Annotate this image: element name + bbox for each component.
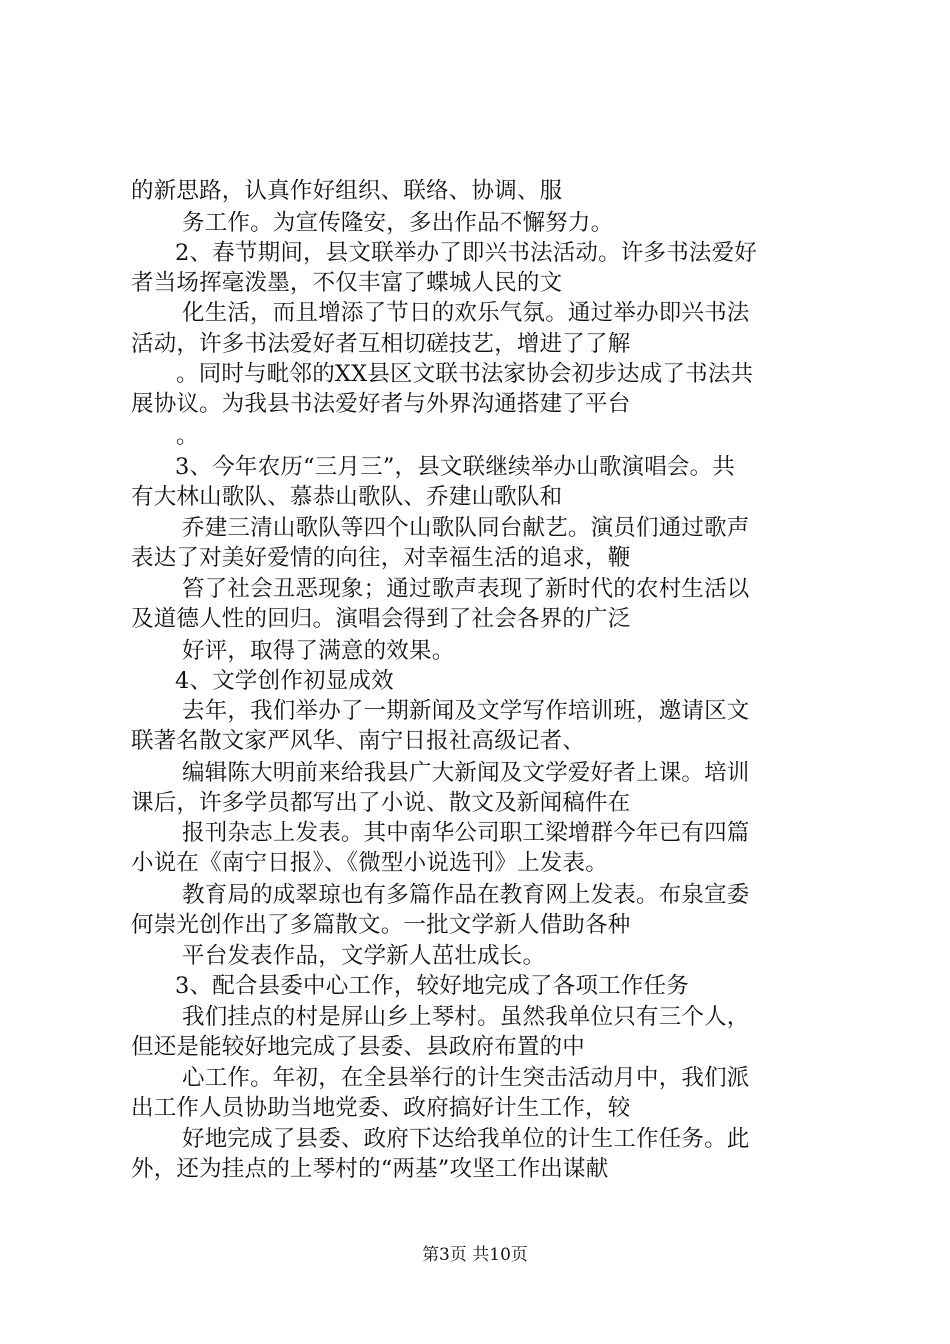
text-line: 活动，许多书法爱好者互相切磋技艺，增进了了解 (131, 331, 631, 357)
text-line: 何崇光创作出了多篇散文。一批文学新人借助各种 (131, 912, 631, 938)
text-line: 但还是能较好地完成了县委、县政府布置的中 (131, 1034, 586, 1060)
text-line: 化生活，而且增添了节日的欢乐气氛。通过举办即兴书法 (182, 300, 750, 326)
text-line: 3、配合县委中心工作，较好地完成了各项工作任务 (175, 973, 689, 999)
text-line: 乔建三清山歌队等四个山歌队同台献艺。演员们通过歌声 (182, 515, 750, 541)
page-footer: 第3页 共10页 (422, 1245, 528, 1265)
text-line: 展协议。为我县书法爱好者与外界沟通搭建了平台 (131, 391, 631, 417)
text-line: 有大林山歌队、慕恭山歌队、乔建山歌队和 (131, 484, 563, 510)
text-line: 小说在《南宁日报》、《微型小说选刊》上发表。 (131, 850, 608, 876)
text-line: 。 (176, 423, 199, 449)
text-line: 及道德人性的回归。演唱会得到了社会各界的广泛 (131, 606, 631, 632)
text-line: 去年，我们举办了一期新闻及文学写作培训班，邀请区文 (182, 698, 750, 724)
text-line: 我们挂点的村是屏山乡上琴村。虽然我单位只有三个人， (182, 1004, 750, 1030)
text-line: 课后，许多学员都写出了小说、散文及新闻稿件在 (131, 790, 631, 816)
text-line: 。同时与毗邻的XX县区文联书法家协会初步达成了书法共 (176, 361, 754, 387)
text-line: 的新思路，认真作好组织、联络、协调、服 (131, 178, 563, 204)
text-line: 务工作。为宣传隆安，多出作品不懈努力。 (182, 210, 614, 236)
text-line: 教育局的成翠琼也有多篇作品在教育网上发表。布泉宣委 (182, 882, 750, 908)
text-line: 者当场挥毫泼墨，不仅丰富了蝶城人民的文 (131, 270, 563, 296)
text-line: 联著名散文家严风华、南宁日报社高级记者、 (131, 728, 586, 754)
text-line: 心工作。年初，在全县举行的计生突击活动月中，我们派 (182, 1065, 750, 1091)
text-line: 平台发表作品，文学新人茁壮成长。 (182, 943, 546, 969)
text-line: 4、文学创作初显成效 (175, 668, 394, 694)
text-line: 2、春节期间，县文联举办了即兴书法活动。许多书法爱好 (175, 240, 758, 266)
text-line: 好评，取得了满意的效果。 (182, 638, 455, 664)
text-line: 编辑陈大明前来给我县广大新闻及文学爱好者上课。培训 (182, 760, 750, 786)
text-line: 好地完成了县委、政府下达给我单位的计生工作任务。此 (182, 1126, 750, 1152)
text-line: 表达了对美好爱情的向往，对幸福生活的追求，鞭 (131, 545, 631, 571)
text-line: 外，还为挂点的上琴村的“两基”攻坚工作出谋献 (131, 1156, 609, 1182)
text-line: 报刊杂志上发表。其中南华公司职工梁增群今年已有四篇 (182, 820, 750, 846)
text-line: 出工作人员协助当地党委、政府搞好计生工作，较 (131, 1095, 631, 1121)
text-line: 笞了社会丑恶现象；通过歌声表现了新时代的农村生活以 (182, 576, 750, 602)
text-line: 3、今年农历“三月三”，县文联继续举办山歌演唱会。共 (175, 454, 736, 480)
